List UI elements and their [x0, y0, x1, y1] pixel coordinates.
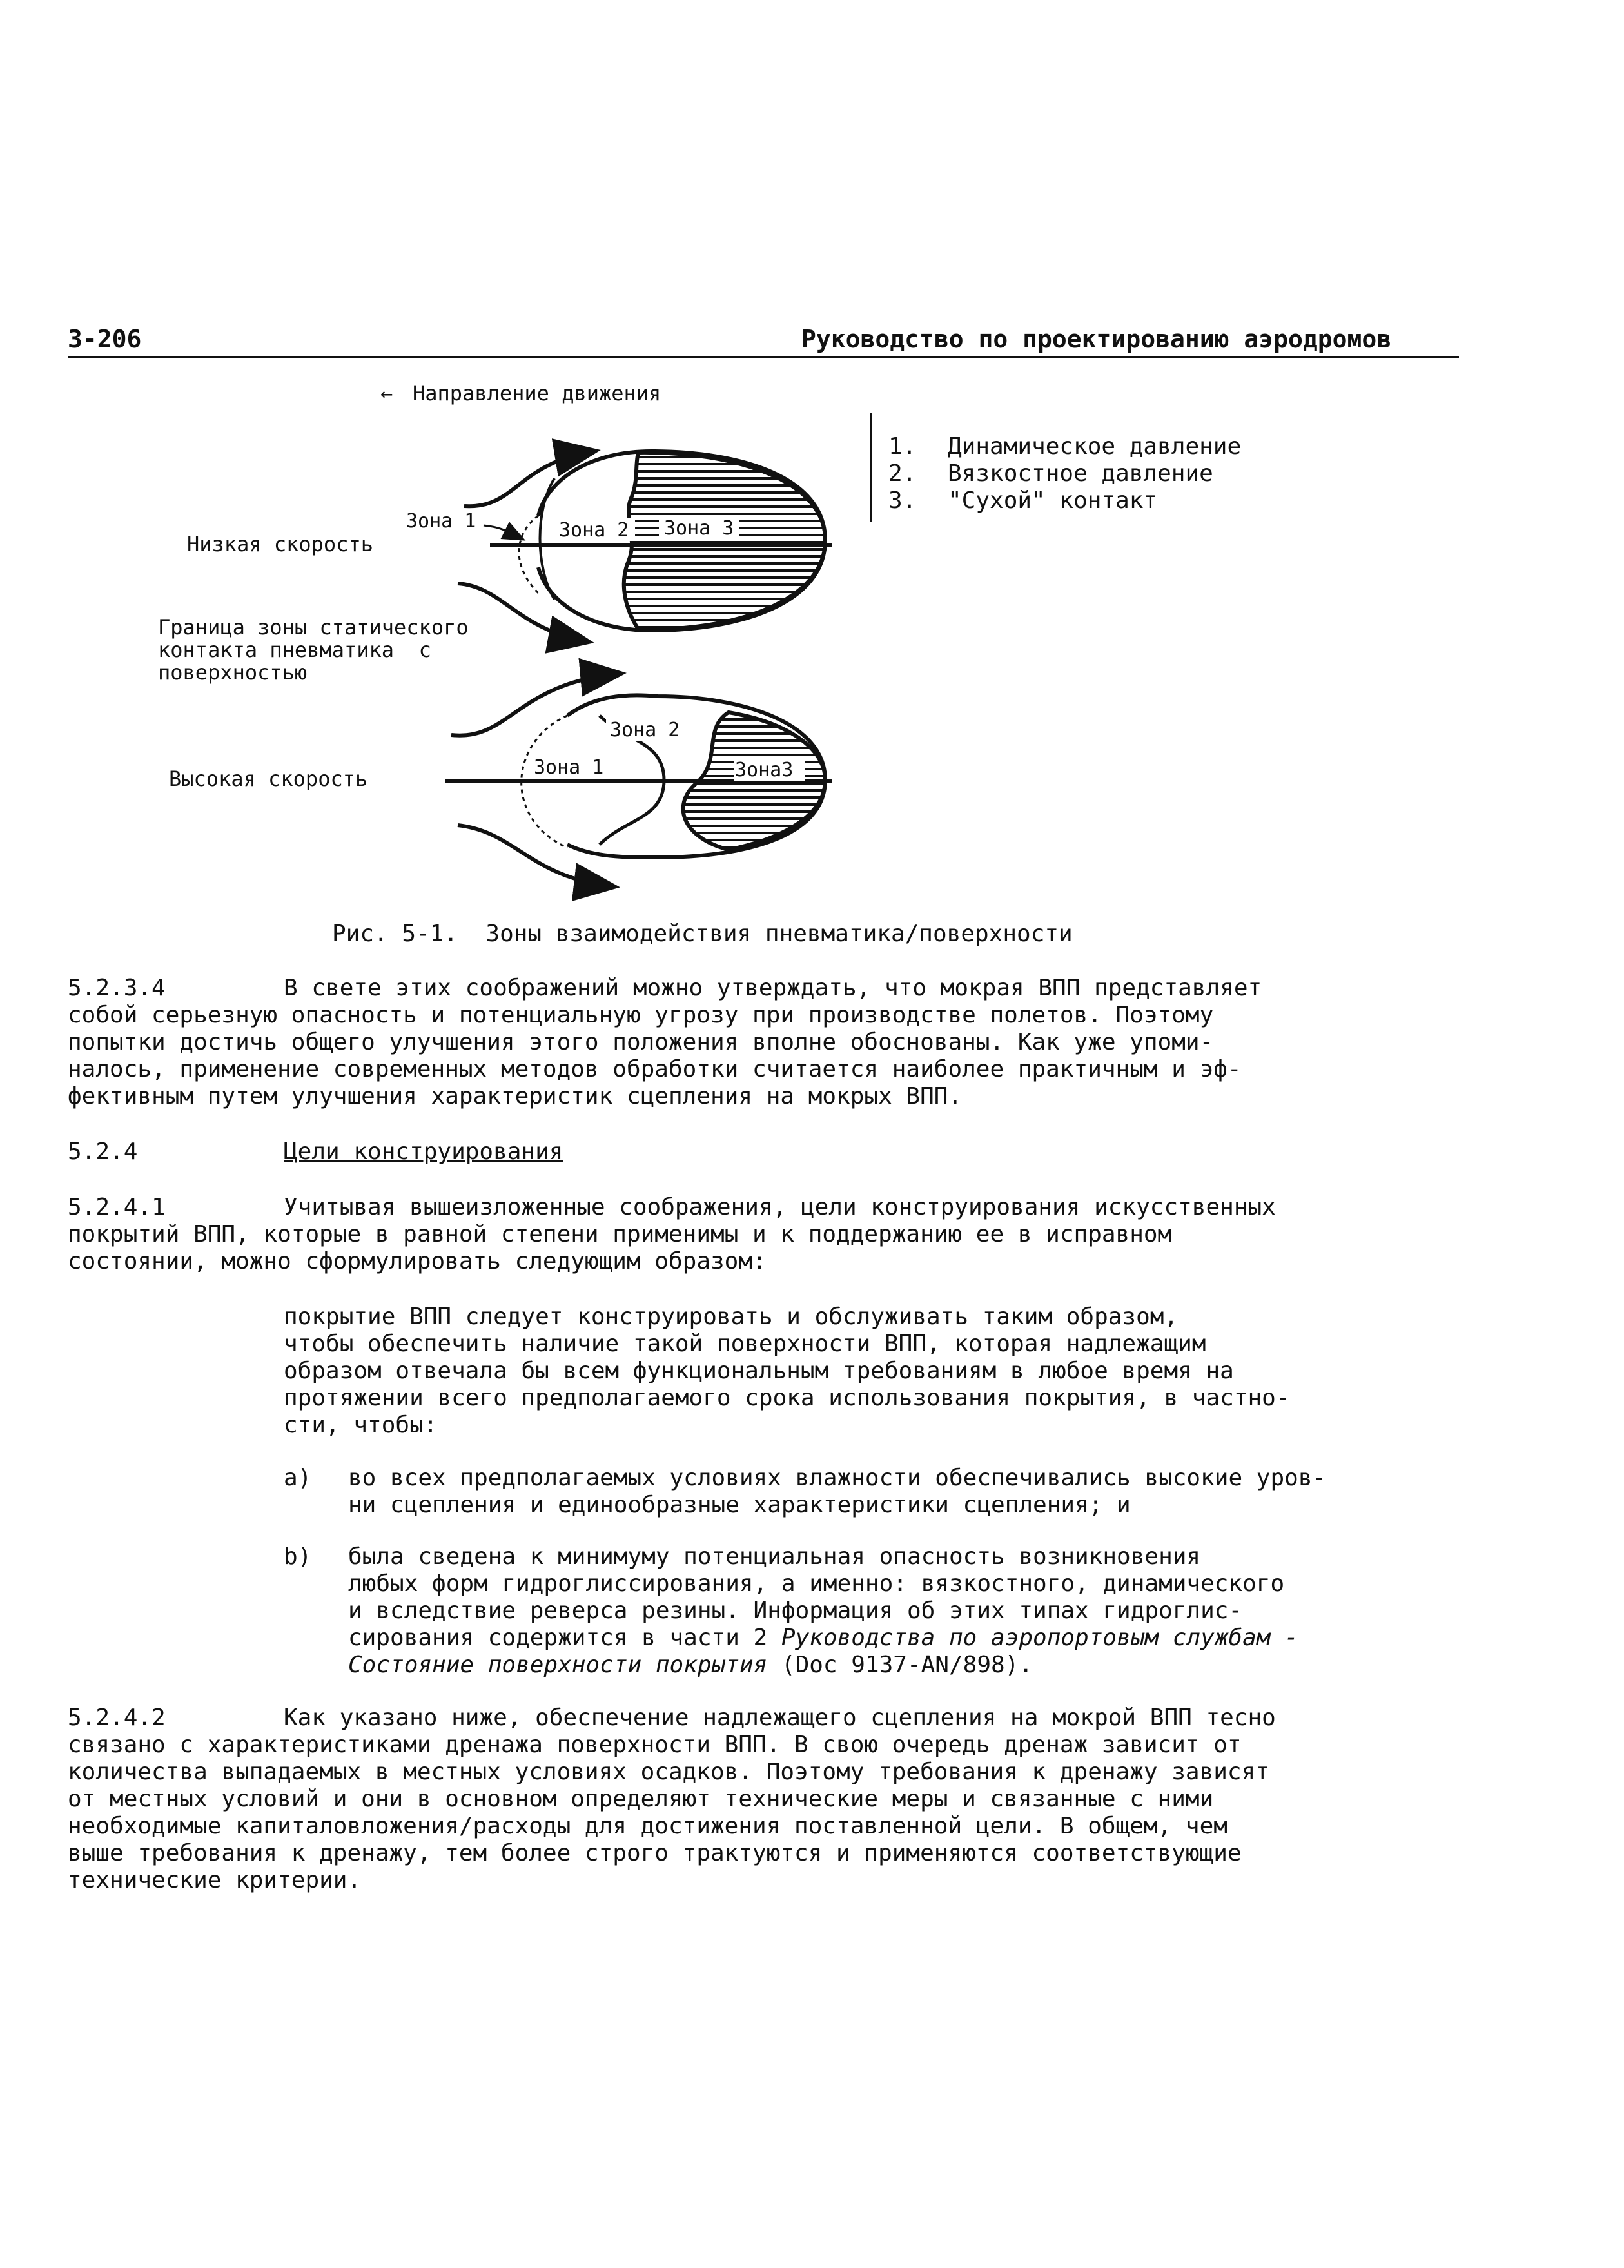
item-b-line-5 — [348, 1652, 1033, 1679]
low-flow-arrow-top — [464, 451, 593, 506]
item-a-label: a) — [284, 1465, 312, 1491]
high-speed-diagram — [445, 674, 832, 886]
page-number: 3-206 — [68, 325, 142, 353]
section-number-524: 5.2.4 — [68, 1139, 138, 1165]
para-5234-line-4: налось, применение современных методов обработки считается наиболее практичным и эф- — [68, 1056, 1242, 1082]
section-title-524: Цели конструирования — [284, 1139, 563, 1165]
item-a-line-2: ни сцепления и единообразные характеристики сцепления; и — [348, 1492, 1131, 1518]
indent-line-5: сти, чтобы: — [284, 1412, 438, 1438]
low-speed-diagram — [406, 451, 832, 641]
para-5241-line-2: покрытий ВПП, которые в равной степени применимы и к поддержанию ее в исправном — [68, 1221, 1172, 1247]
boundary-label-line-2: контакта пневматика с — [158, 638, 431, 662]
doc-reference-code: (Doc 9137-AN/898). — [767, 1652, 1033, 1678]
legend-num-3: 3. — [888, 487, 917, 514]
para-5242-line-4: от местных условий и они в основном определяют технические меры и связанные с ними — [68, 1786, 1214, 1812]
legend-num-2: 2. — [888, 460, 917, 487]
para-5242-line-7: технические критерии. — [68, 1867, 362, 1893]
para-5242-line-5: необходимые капиталовложения/расходы для достижения поставленной цели. В общем, чем — [68, 1813, 1228, 1839]
tire-contact-diagram — [0, 0, 1624, 935]
section-number-5242: 5.2.4.2 — [68, 1705, 166, 1731]
indent-line-1: покрытие ВПП следует конструировать и обслуживать таким образом, — [284, 1304, 1179, 1330]
para-5242-line-1: Как указано ниже, обеспечение надлежащего сцепления на мокрой ВПП тесно — [284, 1705, 1276, 1731]
doc-reference-subtitle: Состояние поверхности покрытия — [348, 1652, 768, 1678]
legend-bar — [870, 413, 872, 522]
high-zone-2-label: Зона 2 — [610, 719, 680, 741]
indent-line-4: протяжении всего предполагаемого срока использования покрытия, в частно- — [284, 1385, 1290, 1411]
low-zone3-hatch — [624, 453, 825, 629]
legend-text-1: Динамическое давление — [948, 433, 1242, 460]
high-speed-label: Высокая скорость — [169, 767, 368, 791]
low-zone-1-label: Зона 1 — [406, 510, 476, 533]
item-b-line-3: и вследствие реверса резины. Информация об этих типах гидроглис- — [348, 1598, 1243, 1624]
legend-text-2: Вязкостное давление — [948, 460, 1213, 487]
para-5234-line-3: попытки достичь общего улучшения этого положения вполне обоснованы. Как уже упоми- — [68, 1029, 1214, 1055]
low-speed-label: Низкая скорость — [187, 532, 373, 556]
para-5242-line-2: связано с характеристиками дренажа поверхности ВПП. В свою очередь дренаж зависит от — [68, 1732, 1242, 1758]
section-number-5241: 5.2.4.1 — [68, 1194, 166, 1220]
direction-arrow-icon: ← — [380, 381, 393, 406]
low-zone-3-label: Зона 3 — [664, 517, 734, 540]
low-static-boundary — [519, 516, 538, 593]
item-b-label: b) — [284, 1543, 312, 1570]
item-b-line-2: любых форм гидроглиссирования, а именно: вязкостного, динамического — [348, 1570, 1285, 1597]
low-flow-arrow-bottom — [458, 583, 587, 641]
para-5241-line-1: Учитывая вышеизложенные соображения, цели конструирования искусственных — [284, 1194, 1276, 1220]
legend-text-3: "Сухой" контакт — [948, 487, 1158, 514]
indent-line-2: чтобы обеспечить наличие такой поверхности ВПП, которая надлежащим — [284, 1331, 1206, 1357]
high-zone-1-label: Зона 1 — [534, 756, 604, 779]
item-b-line-4 — [348, 1625, 1298, 1652]
indent-line-3: образом отвечала бы всем функциональным требованиям в любое время на — [284, 1358, 1234, 1384]
legend-num-1: 1. — [888, 433, 917, 460]
para-5242-line-6: выше требования к дренажу, тем более строго трактуются и применяются соответствующие — [68, 1840, 1242, 1866]
high-flow-arrow-bottom — [458, 825, 612, 886]
para-5234-line-1: В свете этих соображений можно утверждать, что мокрая ВПП представляет — [284, 975, 1262, 1001]
item-b-line-4-text: сирования содержится в части 2 — [348, 1625, 781, 1651]
para-5241-line-3: состоянии, можно сформулировать следующим образом: — [68, 1248, 767, 1275]
high-flow-arrow-top — [451, 674, 619, 736]
para-5234-line-2: собой серьезную опасность и потенциальную угрозу при производстве полетов. Поэтому — [68, 1002, 1214, 1028]
low-zone1-pointer — [484, 525, 522, 539]
item-a-line-1: во всех предполагаемых условиях влажности обеспечивались высокие уров- — [348, 1465, 1327, 1491]
doc-reference-title: Руководства по аэропортовым службам - — [781, 1625, 1298, 1651]
section-number-5234: 5.2.3.4 — [68, 975, 166, 1001]
low-zone-2-label: Зона 2 — [559, 519, 629, 542]
high-zone-3-label: Зона3 — [735, 759, 794, 781]
para-5242-line-3: количества выпадаемых в местных условиях осадков. Поэтому требования к дренажу зависят — [68, 1759, 1269, 1785]
figure-caption: Рис. 5-1. Зоны взаимодействия пневматика/поверхности — [332, 921, 1073, 947]
direction-label: Направление движения — [413, 381, 661, 406]
boundary-label-line-1: Граница зоны статического — [158, 615, 469, 640]
boundary-label-line-3: поверхностью — [158, 660, 308, 685]
item-b-line-1: была сведена к минимуму потенциальная опасность возникновения — [348, 1543, 1201, 1570]
running-title: Руководство по проектированию аэродромов — [801, 325, 1392, 353]
para-5234-line-5: фективным путем улучшения характеристик сцепления на мокрых ВПП. — [68, 1083, 963, 1110]
